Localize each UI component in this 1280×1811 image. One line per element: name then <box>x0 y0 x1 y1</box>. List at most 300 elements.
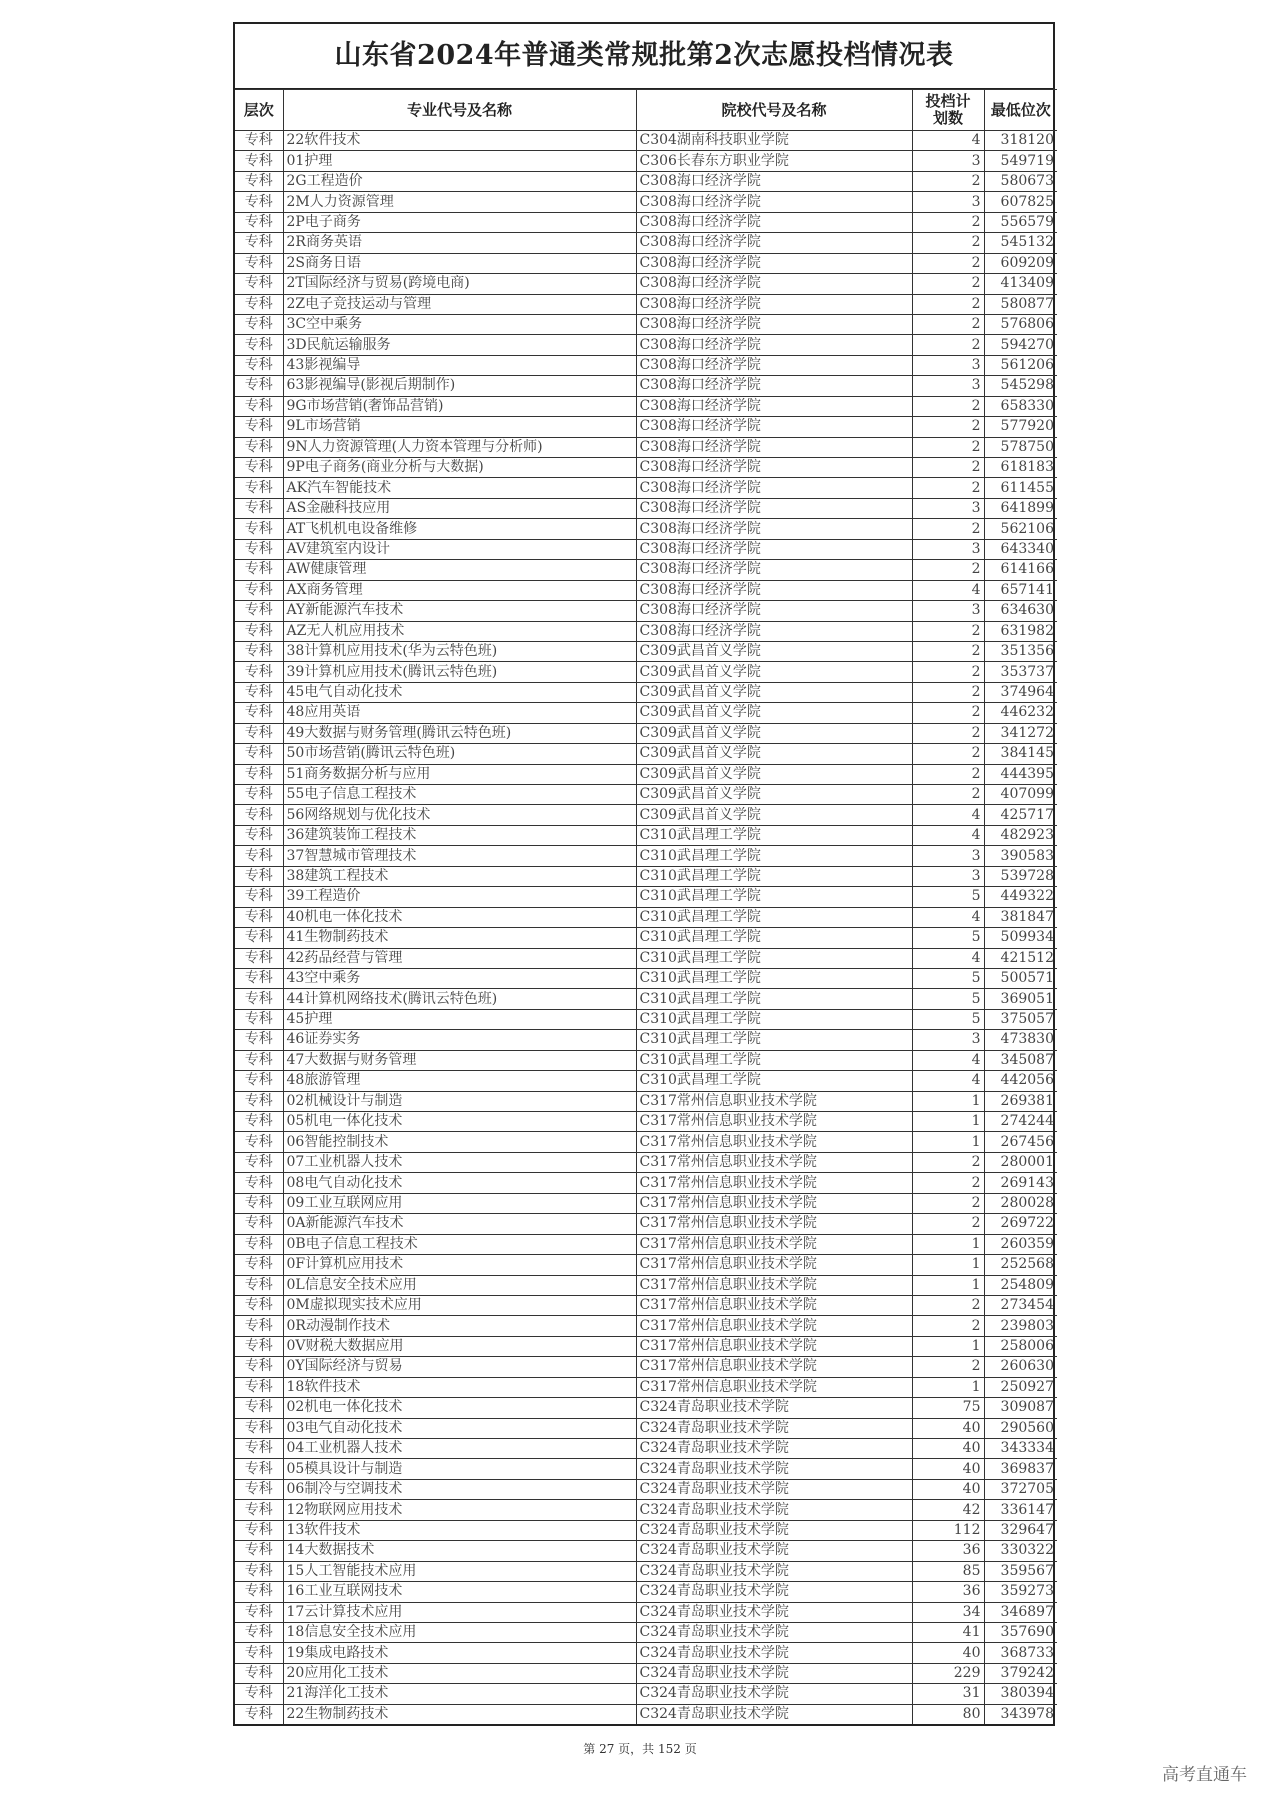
cell-plan: 2 <box>912 1193 984 1213</box>
cell-major: 01护理 <box>283 151 636 171</box>
table-row <box>235 1214 1057 1234</box>
cell-level: 专科 <box>235 1357 283 1377</box>
cell-min-rank: 545298 <box>984 376 1057 396</box>
cell-level: 专科 <box>235 1418 283 1438</box>
cell-major: 0A新能源汽车技术 <box>283 1214 636 1234</box>
cell-plan: 40 <box>912 1459 984 1479</box>
cell-major: 39工程造价 <box>283 887 636 907</box>
cell-level: 专科 <box>235 887 283 907</box>
cell-level: 专科 <box>235 1398 283 1418</box>
cell-major: 41生物制药技术 <box>283 928 636 948</box>
cell-school: C317常州信息职业技术学院 <box>636 1357 912 1377</box>
table-row <box>235 1255 1057 1275</box>
cell-min-rank: 577920 <box>984 417 1057 437</box>
cell-level: 专科 <box>235 1295 283 1315</box>
cell-plan: 2 <box>912 621 984 641</box>
cell-school: C309武昌首义学院 <box>636 744 912 764</box>
cell-min-rank: 442056 <box>984 1071 1057 1091</box>
header-min-rank: 最低位次 <box>984 90 1057 131</box>
cell-school: C310武昌理工学院 <box>636 928 912 948</box>
cell-plan: 2 <box>912 458 984 478</box>
cell-level: 专科 <box>235 662 283 682</box>
table-row <box>235 846 1057 866</box>
cell-school: C317常州信息职业技术学院 <box>636 1377 912 1397</box>
cell-major: 19集成电路技术 <box>283 1643 636 1663</box>
table-row <box>235 1112 1057 1132</box>
cell-plan: 1 <box>912 1234 984 1254</box>
cell-plan: 2 <box>912 641 984 661</box>
cell-plan: 1 <box>912 1112 984 1132</box>
table-row <box>235 1398 1057 1418</box>
cell-major: AY新能源汽车技术 <box>283 601 636 621</box>
cell-level: 专科 <box>235 1622 283 1642</box>
cell-school: C324青岛职业技术学院 <box>636 1418 912 1438</box>
cell-level: 专科 <box>235 1255 283 1275</box>
cell-school: C309武昌首义学院 <box>636 805 912 825</box>
cell-major: 22软件技术 <box>283 131 636 151</box>
table-row <box>235 335 1057 355</box>
cell-plan: 2 <box>912 1214 984 1234</box>
cell-level: 专科 <box>235 1663 283 1683</box>
cell-level: 专科 <box>235 805 283 825</box>
cell-level: 专科 <box>235 458 283 478</box>
table-row <box>235 478 1057 498</box>
cell-plan: 2 <box>912 437 984 457</box>
cell-school: C310武昌理工学院 <box>636 1030 912 1050</box>
table-row <box>235 519 1057 539</box>
table-row <box>235 1336 1057 1356</box>
cell-school: C310武昌理工学院 <box>636 1050 912 1070</box>
cell-major: 03电气自动化技术 <box>283 1418 636 1438</box>
cell-min-rank: 545132 <box>984 233 1057 253</box>
table-row <box>235 1561 1057 1581</box>
cell-plan: 4 <box>912 1071 984 1091</box>
cell-min-rank: 351356 <box>984 641 1057 661</box>
cell-level: 专科 <box>235 1377 283 1397</box>
cell-min-rank: 641899 <box>984 498 1057 518</box>
table-row <box>235 928 1057 948</box>
table-row <box>235 1663 1057 1683</box>
table-row <box>235 560 1057 580</box>
cell-plan: 2 <box>912 171 984 191</box>
cell-plan: 42 <box>912 1500 984 1520</box>
cell-plan: 4 <box>912 1050 984 1070</box>
cell-level: 专科 <box>235 682 283 702</box>
cell-school: C308海口经济学院 <box>636 253 912 273</box>
cell-level: 专科 <box>235 1050 283 1070</box>
cell-min-rank: 449322 <box>984 887 1057 907</box>
cell-major: 0B电子信息工程技术 <box>283 1234 636 1254</box>
admission-table <box>235 89 1057 1724</box>
cell-min-rank: 273454 <box>984 1295 1057 1315</box>
table-row <box>235 1193 1057 1213</box>
cell-major: AX商务管理 <box>283 580 636 600</box>
table-row <box>235 539 1057 559</box>
cell-plan: 3 <box>912 601 984 621</box>
cell-plan: 5 <box>912 1009 984 1029</box>
cell-major: 9L市场营销 <box>283 417 636 437</box>
cell-school: C308海口经济学院 <box>636 335 912 355</box>
cell-plan: 4 <box>912 948 984 968</box>
cell-school: C309武昌首义学院 <box>636 785 912 805</box>
cell-min-rank: 374964 <box>984 682 1057 702</box>
cell-school: C324青岛职业技术学院 <box>636 1704 912 1724</box>
cell-plan: 2 <box>912 662 984 682</box>
cell-min-rank: 369051 <box>984 989 1057 1009</box>
cell-school: C317常州信息职业技术学院 <box>636 1255 912 1275</box>
table-row <box>235 294 1057 314</box>
cell-major: 05模具设计与制造 <box>283 1459 636 1479</box>
cell-plan: 40 <box>912 1418 984 1438</box>
cell-plan: 2 <box>912 785 984 805</box>
cell-plan: 3 <box>912 151 984 171</box>
cell-min-rank: 421512 <box>984 948 1057 968</box>
cell-min-rank: 657141 <box>984 580 1057 600</box>
table-row <box>235 437 1057 457</box>
cell-level: 专科 <box>235 1091 283 1111</box>
cell-plan: 3 <box>912 498 984 518</box>
cell-major: 04工业机器人技术 <box>283 1439 636 1459</box>
table-row <box>235 989 1057 1009</box>
cell-school: C310武昌理工学院 <box>636 989 912 1009</box>
cell-min-rank: 318120 <box>984 131 1057 151</box>
cell-major: 48应用英语 <box>283 703 636 723</box>
cell-min-rank: 280028 <box>984 1193 1057 1213</box>
cell-major: 17云计算技术应用 <box>283 1602 636 1622</box>
cell-major: 44计算机网络技术(腾讯云特色班) <box>283 989 636 1009</box>
cell-min-rank: 357690 <box>984 1622 1057 1642</box>
cell-school: C309武昌首义学院 <box>636 662 912 682</box>
cell-school: C324青岛职业技术学院 <box>636 1398 912 1418</box>
cell-plan: 4 <box>912 131 984 151</box>
table-row <box>235 1377 1057 1397</box>
cell-school: C309武昌首义学院 <box>636 641 912 661</box>
cell-school: C308海口经济学院 <box>636 355 912 375</box>
cell-min-rank: 343334 <box>984 1439 1057 1459</box>
cell-min-rank: 609209 <box>984 253 1057 273</box>
cell-level: 专科 <box>235 825 283 845</box>
cell-min-rank: 353737 <box>984 662 1057 682</box>
table-row <box>235 274 1057 294</box>
cell-level: 专科 <box>235 417 283 437</box>
cell-level: 专科 <box>235 212 283 232</box>
table-row <box>235 1009 1057 1029</box>
cell-plan: 229 <box>912 1663 984 1683</box>
cell-plan: 2 <box>912 396 984 416</box>
table-row <box>235 723 1057 743</box>
table-row <box>235 1357 1057 1377</box>
cell-plan: 5 <box>912 928 984 948</box>
cell-plan: 75 <box>912 1398 984 1418</box>
cell-major: 18信息安全技术应用 <box>283 1622 636 1642</box>
cell-school: C308海口经济学院 <box>636 498 912 518</box>
cell-school: C308海口经济学院 <box>636 171 912 191</box>
cell-major: 48旅游管理 <box>283 1071 636 1091</box>
cell-min-rank: 500571 <box>984 968 1057 988</box>
cell-min-rank: 239803 <box>984 1316 1057 1336</box>
cell-plan: 2 <box>912 417 984 437</box>
table-row <box>235 1234 1057 1254</box>
table-row <box>235 1132 1057 1152</box>
cell-school: C308海口经济学院 <box>636 212 912 232</box>
cell-plan: 4 <box>912 907 984 927</box>
header-plan: 投档计划数 <box>912 90 984 131</box>
cell-school: C324青岛职业技术学院 <box>636 1684 912 1704</box>
cell-major: 43影视编导 <box>283 355 636 375</box>
table-row <box>235 1704 1057 1724</box>
cell-major: 46证券实务 <box>283 1030 636 1050</box>
cell-level: 专科 <box>235 151 283 171</box>
cell-level: 专科 <box>235 437 283 457</box>
cell-major: 2P电子商务 <box>283 212 636 232</box>
cell-plan: 40 <box>912 1479 984 1499</box>
cell-school: C310武昌理工学院 <box>636 887 912 907</box>
cell-min-rank: 549719 <box>984 151 1057 171</box>
cell-level: 专科 <box>235 519 283 539</box>
cell-major: 02机电一体化技术 <box>283 1398 636 1418</box>
cell-min-rank: 576806 <box>984 314 1057 334</box>
cell-min-rank: 407099 <box>984 785 1057 805</box>
cell-level: 专科 <box>235 1500 283 1520</box>
cell-level: 专科 <box>235 192 283 212</box>
cell-min-rank: 280001 <box>984 1152 1057 1172</box>
cell-level: 专科 <box>235 539 283 559</box>
cell-plan: 2 <box>912 1173 984 1193</box>
cell-level: 专科 <box>235 478 283 498</box>
cell-level: 专科 <box>235 1071 283 1091</box>
cell-school: C308海口经济学院 <box>636 376 912 396</box>
cell-level: 专科 <box>235 314 283 334</box>
cell-min-rank: 611455 <box>984 478 1057 498</box>
cell-plan: 2 <box>912 723 984 743</box>
cell-level: 专科 <box>235 1132 283 1152</box>
table-row <box>235 764 1057 784</box>
cell-plan: 2 <box>912 1316 984 1336</box>
table-row <box>235 396 1057 416</box>
table-row <box>235 1418 1057 1438</box>
cell-plan: 3 <box>912 376 984 396</box>
cell-min-rank: 618183 <box>984 458 1057 478</box>
cell-min-rank: 425717 <box>984 805 1057 825</box>
cell-plan: 4 <box>912 580 984 600</box>
table-row <box>235 641 1057 661</box>
table-row <box>235 1541 1057 1561</box>
table-row <box>235 1459 1057 1479</box>
cell-plan: 40 <box>912 1439 984 1459</box>
cell-major: AK汽车智能技术 <box>283 478 636 498</box>
cell-plan: 2 <box>912 233 984 253</box>
cell-plan: 5 <box>912 887 984 907</box>
cell-level: 专科 <box>235 641 283 661</box>
cell-school: C308海口经济学院 <box>636 601 912 621</box>
cell-major: 2S商务日语 <box>283 253 636 273</box>
cell-major: 37智慧城市管理技术 <box>283 846 636 866</box>
cell-school: C317常州信息职业技术学院 <box>636 1193 912 1213</box>
table-row <box>235 1500 1057 1520</box>
cell-level: 专科 <box>235 703 283 723</box>
cell-plan: 3 <box>912 1030 984 1050</box>
cell-plan: 112 <box>912 1520 984 1540</box>
cell-school: C310武昌理工学院 <box>636 968 912 988</box>
cell-min-rank: 369837 <box>984 1459 1057 1479</box>
cell-major: 0R动漫制作技术 <box>283 1316 636 1336</box>
cell-min-rank: 375057 <box>984 1009 1057 1029</box>
cell-plan: 36 <box>912 1582 984 1602</box>
table-row <box>235 1091 1057 1111</box>
table-row <box>235 458 1057 478</box>
cell-level: 专科 <box>235 294 283 314</box>
cell-school: C324青岛职业技术学院 <box>636 1643 912 1663</box>
cell-major: 49大数据与财务管理(腾讯云特色班) <box>283 723 636 743</box>
cell-level: 专科 <box>235 1439 283 1459</box>
table-row <box>235 131 1057 151</box>
cell-level: 专科 <box>235 601 283 621</box>
cell-plan: 3 <box>912 539 984 559</box>
cell-level: 专科 <box>235 233 283 253</box>
cell-major: 22生物制药技术 <box>283 1704 636 1724</box>
cell-school: C308海口经济学院 <box>636 274 912 294</box>
cell-plan: 4 <box>912 825 984 845</box>
cell-school: C324青岛职业技术学院 <box>636 1561 912 1581</box>
cell-major: 2G工程造价 <box>283 171 636 191</box>
cell-min-rank: 379242 <box>984 1663 1057 1683</box>
cell-min-rank: 260630 <box>984 1357 1057 1377</box>
cell-major: 12物联网应用技术 <box>283 1500 636 1520</box>
cell-min-rank: 482923 <box>984 825 1057 845</box>
cell-school: C308海口经济学院 <box>636 458 912 478</box>
cell-level: 专科 <box>235 846 283 866</box>
cell-level: 专科 <box>235 907 283 927</box>
cell-major: 18软件技术 <box>283 1377 636 1397</box>
cell-plan: 34 <box>912 1602 984 1622</box>
cell-major: 45电气自动化技术 <box>283 682 636 702</box>
table-row <box>235 621 1057 641</box>
cell-major: 42药品经营与管理 <box>283 948 636 968</box>
cell-level: 专科 <box>235 171 283 191</box>
cell-level: 专科 <box>235 968 283 988</box>
table-row <box>235 1275 1057 1295</box>
cell-level: 专科 <box>235 989 283 1009</box>
admission-table-sheet <box>233 22 1055 1726</box>
cell-plan: 2 <box>912 1295 984 1315</box>
cell-min-rank: 643340 <box>984 539 1057 559</box>
cell-school: C317常州信息职业技术学院 <box>636 1132 912 1152</box>
cell-plan: 85 <box>912 1561 984 1581</box>
table-row <box>235 887 1057 907</box>
cell-level: 专科 <box>235 1173 283 1193</box>
cell-level: 专科 <box>235 1643 283 1663</box>
cell-level: 专科 <box>235 560 283 580</box>
cell-plan: 3 <box>912 355 984 375</box>
cell-major: 16工业互联网技术 <box>283 1582 636 1602</box>
cell-min-rank: 250927 <box>984 1377 1057 1397</box>
cell-min-rank: 290560 <box>984 1418 1057 1438</box>
cell-plan: 2 <box>912 478 984 498</box>
cell-major: 06制冷与空调技术 <box>283 1479 636 1499</box>
cell-major: 9P电子商务(商业分析与大数据) <box>283 458 636 478</box>
cell-level: 专科 <box>235 1193 283 1213</box>
cell-level: 专科 <box>235 1234 283 1254</box>
table-row <box>235 948 1057 968</box>
cell-min-rank: 336147 <box>984 1500 1057 1520</box>
cell-level: 专科 <box>235 1684 283 1704</box>
cell-min-rank: 346897 <box>984 1602 1057 1622</box>
cell-level: 专科 <box>235 1520 283 1540</box>
cell-plan: 3 <box>912 866 984 886</box>
cell-level: 专科 <box>235 1112 283 1132</box>
cell-school: C308海口经济学院 <box>636 539 912 559</box>
cell-level: 专科 <box>235 355 283 375</box>
cell-major: 09工业互联网应用 <box>283 1193 636 1213</box>
table-row <box>235 1071 1057 1091</box>
table-row <box>235 1173 1057 1193</box>
cell-major: 55电子信息工程技术 <box>283 785 636 805</box>
cell-major: 9N人力资源管理(人力资本管理与分析师) <box>283 437 636 457</box>
table-row <box>235 151 1057 171</box>
table-row <box>235 1582 1057 1602</box>
cell-school: C317常州信息职业技术学院 <box>636 1295 912 1315</box>
cell-min-rank: 607825 <box>984 192 1057 212</box>
cell-plan: 2 <box>912 314 984 334</box>
cell-min-rank: 509934 <box>984 928 1057 948</box>
cell-level: 专科 <box>235 1541 283 1561</box>
cell-min-rank: 372705 <box>984 1479 1057 1499</box>
cell-min-rank: 631982 <box>984 621 1057 641</box>
table-row <box>235 662 1057 682</box>
table-row <box>235 1439 1057 1459</box>
cell-major: 0L信息安全技术应用 <box>283 1275 636 1295</box>
cell-plan: 80 <box>912 1704 984 1724</box>
cell-major: 9G市场营销(奢饰品营销) <box>283 396 636 416</box>
cell-major: 06智能控制技术 <box>283 1132 636 1152</box>
table-row <box>235 1684 1057 1704</box>
cell-school: C308海口经济学院 <box>636 478 912 498</box>
table-row <box>235 355 1057 375</box>
cell-min-rank: 580877 <box>984 294 1057 314</box>
cell-plan: 2 <box>912 1152 984 1172</box>
table-row <box>235 1152 1057 1172</box>
table-row <box>235 1050 1057 1070</box>
cell-school: C317常州信息职业技术学院 <box>636 1234 912 1254</box>
cell-major: AT飞机机电设备维修 <box>283 519 636 539</box>
cell-min-rank: 384145 <box>984 744 1057 764</box>
cell-major: 2Z电子竞技运动与管理 <box>283 294 636 314</box>
cell-school: C317常州信息职业技术学院 <box>636 1091 912 1111</box>
cell-min-rank: 594270 <box>984 335 1057 355</box>
cell-min-rank: 341272 <box>984 723 1057 743</box>
cell-plan: 1 <box>912 1091 984 1111</box>
table-row <box>235 1295 1057 1315</box>
cell-school: C317常州信息职业技术学院 <box>636 1336 912 1356</box>
cell-school: C324青岛职业技术学院 <box>636 1500 912 1520</box>
cell-school: C310武昌理工学院 <box>636 907 912 927</box>
cell-school: C310武昌理工学院 <box>636 825 912 845</box>
table-row <box>235 1643 1057 1663</box>
cell-level: 专科 <box>235 764 283 784</box>
cell-plan: 2 <box>912 335 984 355</box>
cell-level: 专科 <box>235 1459 283 1479</box>
cell-plan: 1 <box>912 1255 984 1275</box>
cell-min-rank: 260359 <box>984 1234 1057 1254</box>
cell-school: C308海口经济学院 <box>636 519 912 539</box>
cell-major: 47大数据与财务管理 <box>283 1050 636 1070</box>
cell-school: C310武昌理工学院 <box>636 1071 912 1091</box>
cell-level: 专科 <box>235 1336 283 1356</box>
cell-major: 3D民航运输服务 <box>283 335 636 355</box>
cell-school: C308海口经济学院 <box>636 560 912 580</box>
cell-major: 20应用化工技术 <box>283 1663 636 1683</box>
cell-level: 专科 <box>235 253 283 273</box>
